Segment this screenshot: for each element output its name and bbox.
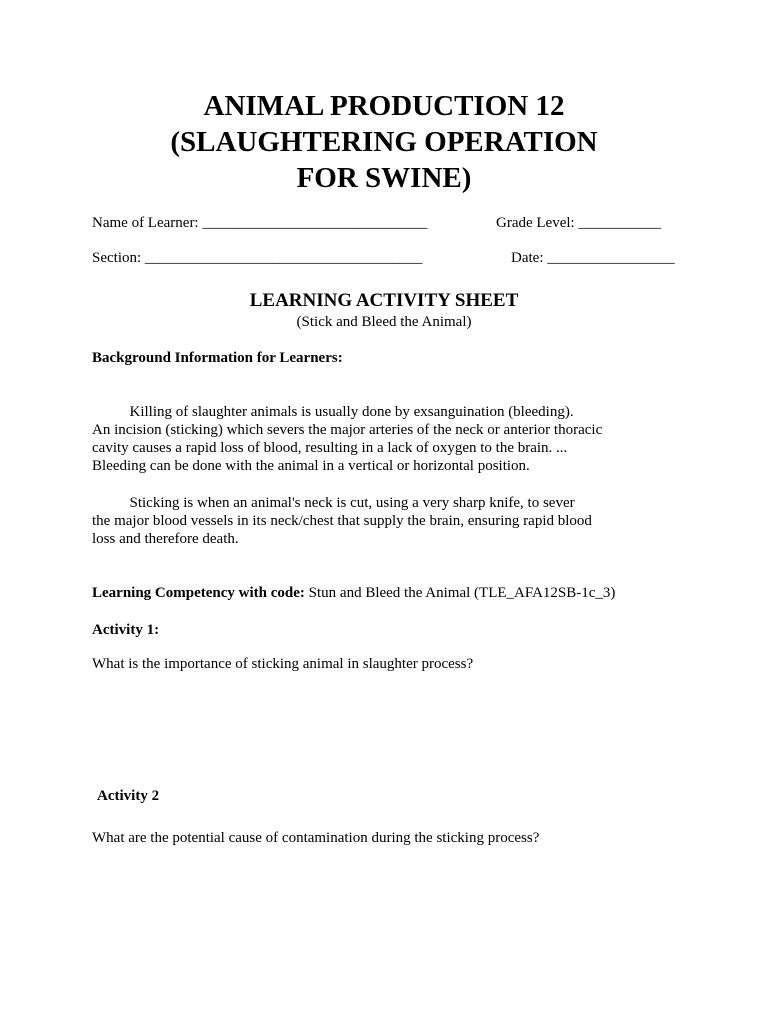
- sheet-subtitle: (Stick and Bleed the Animal): [296, 314, 472, 330]
- activity2-question: What are the potential cause of contamination during the sticking process?: [92, 830, 540, 846]
- document-title-line-2: (SLAUGHTERING OPERATION: [170, 126, 598, 158]
- activity1-heading: Activity 1:: [92, 622, 160, 638]
- paragraph1-line-1: Killing of slaughter animals is usually done by exsanguination (bleeding).: [92, 404, 574, 420]
- activity1-question: What is the importance of sticking animal in slaughter process?: [92, 656, 474, 672]
- background-heading: Background Information for Learners:: [92, 350, 343, 366]
- paragraph1-line-2: An incision (sticking) which severs the major arteries of the neck or anterior thoracic: [92, 422, 603, 438]
- date-field: Date: _________________: [511, 250, 675, 266]
- document-title-line-3: FOR SWINE): [296, 162, 472, 194]
- paragraph2-line-3: loss and therefore death.: [92, 531, 239, 547]
- competency-text: Stun and Bleed the Animal (TLE_AFA12SB-1c_3): [304, 585, 616, 601]
- section-field: Section: _____________________________________: [92, 250, 423, 266]
- learning-competency: [92, 584, 615, 602]
- paragraph2-line-2: the major blood vessels in its neck/chest that supply the brain, ensuring rapid blood: [92, 513, 592, 529]
- grade-level-field: Grade Level: ___________: [496, 215, 661, 231]
- paragraph2-line-1: Sticking is when an animal's neck is cut, using a very sharp knife, to sever: [92, 495, 575, 511]
- paragraph1-line-4: Bleeding can be done with the animal in a vertical or horizontal position.: [92, 458, 530, 474]
- document-title-line-1: ANIMAL PRODUCTION 12: [203, 90, 565, 122]
- activity2-heading: Activity 2: [97, 788, 160, 804]
- competency-label: Learning Competency with code:: [92, 585, 305, 601]
- sheet-title: LEARNING ACTIVITY SHEET: [249, 290, 519, 311]
- name-of-learner-field: Name of Learner: ______________________________: [92, 215, 428, 231]
- paragraph1-line-3: cavity causes a rapid loss of blood, resulting in a lack of oxygen to the brain. ...: [92, 440, 568, 456]
